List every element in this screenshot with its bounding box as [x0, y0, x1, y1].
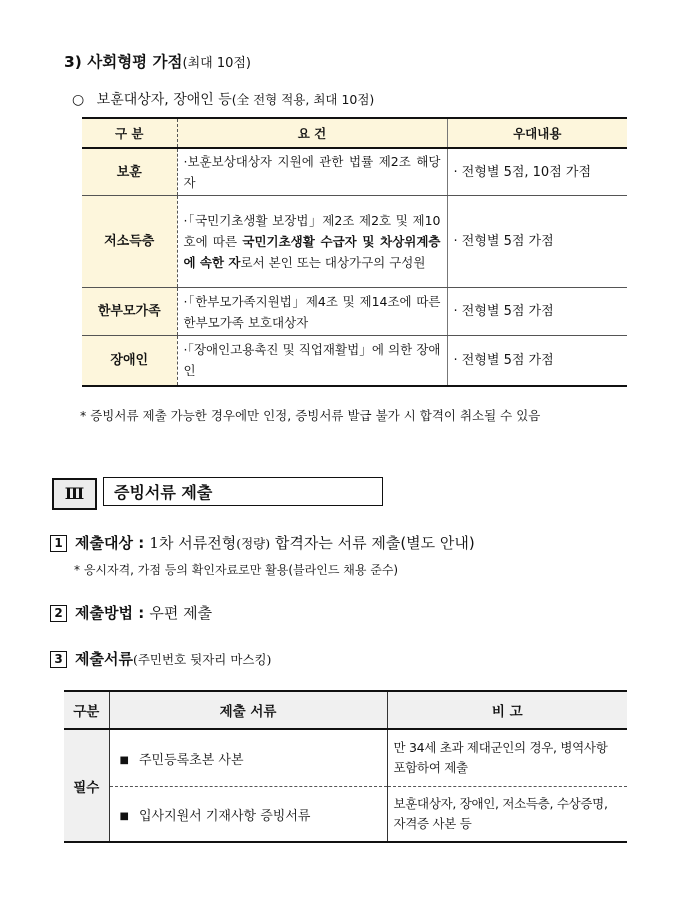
- number-box: 1: [50, 535, 67, 552]
- header-category: 구 분: [82, 118, 177, 148]
- row-benefit: · 전형별 5점 가점: [447, 336, 627, 386]
- item-submission-documents: [50, 648, 271, 669]
- bonus-table-header: [82, 118, 627, 148]
- requirement-bold-text: 국민기초생활 수급자 및 차상위계층에 속한 자: [183, 234, 441, 270]
- header-requirement: 요 건: [177, 118, 447, 148]
- item-label: 제출방법: [75, 604, 133, 622]
- row-benefit: · 전형별 5점, 10점 가점: [447, 148, 627, 196]
- item-label: 제출서류: [75, 650, 133, 668]
- header-group: 구분: [64, 691, 109, 729]
- item-submission-target: [50, 532, 475, 553]
- table-row: [64, 787, 627, 843]
- table-row: [82, 288, 627, 336]
- item-label: 제출대상: [75, 534, 133, 552]
- bullet-line: [72, 89, 374, 109]
- header-remark: 비 고: [387, 691, 627, 729]
- row-category: 한부모가족: [82, 288, 177, 336]
- section-number-box: Ⅲ: [52, 478, 97, 510]
- table-row: [82, 148, 627, 196]
- item-footnote: * 응시자격, 가점 등의 확인자료로만 활용(블라인드 채용 준수): [74, 563, 399, 577]
- row-requirement: ·「장애인고용촉진 및 직업재활법」에 의한 장애인: [177, 336, 447, 386]
- table-row: [82, 336, 627, 386]
- item-small-text: (정량): [236, 536, 271, 551]
- square-bullet-icon: ■: [119, 810, 129, 822]
- header-benefit: 우대내용: [447, 118, 627, 148]
- square-bullet-icon: ■: [119, 754, 129, 766]
- section-title: 증빙서류 제출: [103, 477, 383, 506]
- row-requirement: [177, 196, 447, 288]
- row-category: 보훈: [82, 148, 177, 196]
- document-cell: [109, 787, 387, 843]
- requirement-text: 로서 본인 또는 대상가구의 구성원: [240, 255, 426, 270]
- section-heading-social-bonus: [64, 50, 251, 72]
- item-text: 1차 서류전형: [149, 534, 237, 552]
- heading-text: 3) 사회형평 가점: [64, 53, 183, 71]
- remark-cell: 보훈대상자, 장애인, 저소득층, 수상증명, 자격증 사본 등: [387, 787, 627, 843]
- group-label: 필수: [64, 729, 109, 842]
- bonus-table: [82, 117, 627, 387]
- item-note: (별도 안내): [400, 534, 475, 552]
- table-row: [64, 729, 627, 787]
- documents-table: [64, 690, 627, 843]
- item-note: (주민번호 뒷자리 마스킹): [132, 652, 272, 667]
- row-requirement: ·보훈보상대상자 지원에 관한 법률 제2조 해당자: [177, 148, 447, 196]
- row-benefit: · 전형별 5점 가점: [447, 288, 627, 336]
- row-benefit: · 전형별 5점 가점: [447, 196, 627, 288]
- document-cell: [109, 729, 387, 787]
- heading-note: (최대 10점): [182, 56, 251, 71]
- documents-table-header: [64, 691, 627, 729]
- row-category: 저소득층: [82, 196, 177, 288]
- footnote: * 증빙서류 제출 가능한 경우에만 인정, 증빙서류 발급 불가 시 합격이 취소될 수 있음: [80, 408, 541, 423]
- bullet-note: (全 전형 적용, 최대 10점): [231, 92, 375, 107]
- row-requirement: ·「한부모가족지원법」제4조 및 제14조에 따른 한부모가족 보호대상자: [177, 288, 447, 336]
- circle-bullet-icon: ○: [72, 92, 85, 108]
- table-row: [82, 196, 627, 288]
- item-colon: :: [132, 604, 150, 622]
- item-text: 우편 제출: [149, 604, 213, 622]
- document-name: 주민등록초본 사본: [138, 752, 244, 768]
- remark-cell: 만 34세 초과 제대군인의 경우, 병역사항 포함하여 제출: [387, 729, 627, 787]
- header-document: 제출 서류: [109, 691, 387, 729]
- number-box: 2: [50, 605, 67, 622]
- item-colon: :: [132, 534, 150, 552]
- number-box: 3: [50, 651, 67, 668]
- document-name: 입사지원서 기재사항 증빙서류: [138, 808, 311, 824]
- item-submission-method: [50, 602, 212, 623]
- row-category: 장애인: [82, 336, 177, 386]
- bullet-text: 보훈대상자, 장애인 등: [96, 92, 232, 108]
- item-text: 합격자는 서류 제출: [270, 534, 401, 552]
- requirement-text: ·「국민기초생활 보장법」제2조 제2호 및 제10호에 따른: [183, 213, 441, 249]
